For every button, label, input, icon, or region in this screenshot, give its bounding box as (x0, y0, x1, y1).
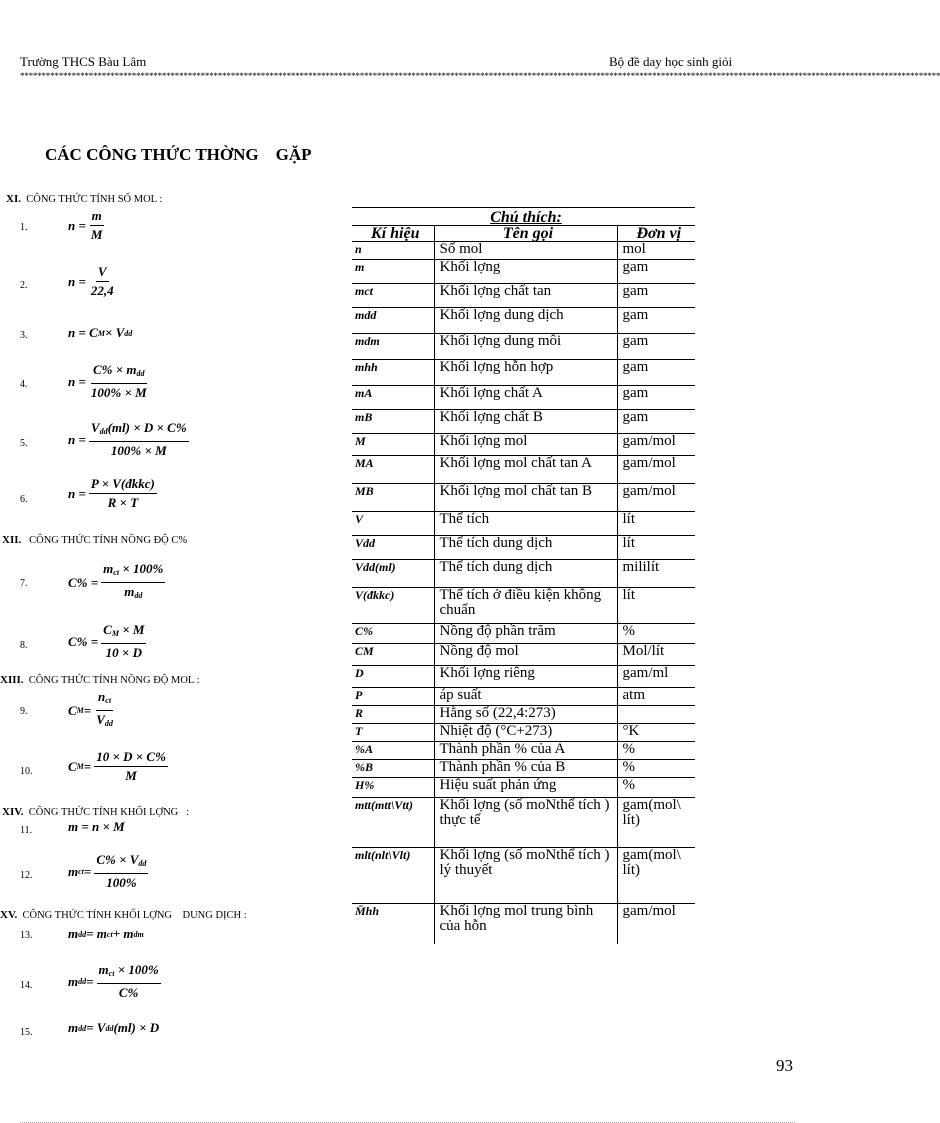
legend-row (352, 308, 695, 334)
legend-header-unit: Đơn vị (617, 226, 695, 242)
legend-symbol: T (352, 724, 434, 742)
legend-header-name: Tên gọi (434, 226, 617, 242)
section-heading: XI. CÔNG THỨC TÍNH SỐ MOL : (6, 193, 163, 205)
legend-name: Khối lợng (số moNthể tích ) lý thuyết (434, 848, 617, 904)
legend-symbol: C% (352, 624, 434, 644)
legend-row (352, 484, 695, 512)
legend-name: Khối lợng mol chất tan B (434, 484, 617, 512)
legend-symbol: m (352, 260, 434, 284)
formula-1: n = $\frac{m}{M}$ (68, 208, 103, 242)
legend-symbol: n (352, 242, 434, 260)
legend-row (352, 334, 695, 360)
legend-symbol: M̄hh (352, 904, 434, 944)
page-title: CÁC CÔNG THỨC THỜNG GẶP (45, 145, 312, 164)
section-heading: XIV. CÔNG THỨC TÍNH KHỐI LỢNG : (2, 806, 190, 818)
formula-number: 8. (20, 640, 28, 651)
legend-unit: gam (617, 360, 695, 386)
legend-unit: gam/mol (617, 484, 695, 512)
legend-name: Thể tích dung dịch (434, 560, 617, 588)
legend-unit: atm (617, 688, 695, 706)
legend-unit: % (617, 778, 695, 798)
formula-number: 1. (20, 222, 28, 233)
legend-row (352, 260, 695, 284)
legend-row (352, 742, 695, 760)
legend-name: Khối lợng chất B (434, 410, 617, 434)
formula-number: 12. (20, 870, 33, 881)
formula-number: 5. (20, 438, 28, 449)
formula-number: 13. (20, 930, 33, 941)
legend-symbol: M (352, 434, 434, 456)
formula-8: C% = $\frac{C_M \times M}{10 \times D}$ (68, 622, 145, 660)
legend-name: Nồng độ phần trăm (434, 624, 617, 644)
legend-unit: gam (617, 386, 695, 410)
legend-row (352, 512, 695, 536)
formula-number: 9. (20, 706, 28, 717)
legend-symbol: mlt(nlt\Vlt) (352, 848, 434, 904)
legend-name: Hiệu suất phản ứng (434, 778, 617, 798)
legend-unit: % (617, 760, 695, 778)
legend-name: Khối lợng (434, 260, 617, 284)
legend-unit: gam/mol (617, 904, 695, 944)
legend-name: Khối lợng hỗn hợp (434, 360, 617, 386)
formula-10: C M = $\frac{10 \times D \times C\%}{M}$ (68, 749, 166, 783)
legend-unit: mol (617, 242, 695, 260)
legend-unit: mililít (617, 560, 695, 588)
legend-unit: % (617, 624, 695, 644)
legend-symbol: mdd (352, 308, 434, 334)
legend-row (352, 760, 695, 778)
legend-name: Thành phần % của B (434, 760, 617, 778)
legend-row (352, 560, 695, 588)
legend-name: Nhiệt độ (°C+273) (434, 724, 617, 742)
legend-unit: lít (617, 536, 695, 560)
section-heading: XV. CÔNG THỨC TÍNH KHỐI LỢNG DUNG DỊCH : (0, 909, 247, 921)
legend-symbol: mct (352, 284, 434, 308)
legend-row (352, 644, 695, 666)
legend-row (352, 386, 695, 410)
legend-symbol: P (352, 688, 434, 706)
legend-symbol: V(đkkc) (352, 588, 434, 624)
legend-row (352, 284, 695, 308)
legend-row (352, 688, 695, 706)
legend-symbol: R (352, 706, 434, 724)
legend-unit: gam (617, 308, 695, 334)
page-number: 93 (776, 1056, 793, 1075)
legend-unit: gam (617, 284, 695, 308)
header-title: Bộ đề day học sinh giỏi (609, 54, 733, 69)
formula-number: 15. (20, 1027, 33, 1038)
legend-name: Số mol (434, 242, 617, 260)
legend-header-symbol: Kí hiệu (352, 226, 434, 242)
legend-row (352, 624, 695, 644)
legend-name: Khối lợng dung môi (434, 334, 617, 360)
legend-name: Khối lợng chất A (434, 386, 617, 410)
legend-row (352, 434, 695, 456)
formula-number: 3. (20, 330, 28, 341)
formula-14: m dd = $\frac{m_{ct} \times 100\%}{C\%}$ (68, 962, 159, 1000)
legend-unit: lít (617, 588, 695, 624)
legend-unit: gam/mol (617, 456, 695, 484)
header-star-rule: ********************************************************************************************************************************************************************************************************************** (20, 71, 940, 81)
legend-row (352, 778, 695, 798)
formula-number: 11. (20, 825, 33, 836)
legend-symbol: MB (352, 484, 434, 512)
legend-unit: lít (617, 512, 695, 536)
formula-6: n = $\frac{\text{P × V(đkkc)}}{R \times T}$ (68, 476, 155, 510)
legend-symbol: mB (352, 410, 434, 434)
legend-symbol: V (352, 512, 434, 536)
legend-name: Khối lợng (số moNthể tích ) thực tế (434, 798, 617, 848)
legend-row (352, 706, 695, 724)
legend-symbol: Vdd (352, 536, 434, 560)
legend-row (352, 242, 695, 260)
legend-unit: gam (617, 410, 695, 434)
legend-name: Hằng số (22,4:273) (434, 706, 617, 724)
legend-name: Thành phần % của A (434, 742, 617, 760)
legend-symbol: MA (352, 456, 434, 484)
legend-name: Thể tích dung dịch (434, 536, 617, 560)
legend-caption: Chú thích: (352, 208, 695, 226)
legend-row (352, 666, 695, 688)
legend-row (352, 588, 695, 624)
legend-symbol: mdm (352, 334, 434, 360)
legend-symbol: mhh (352, 360, 434, 386)
legend-unit: gam/ml (617, 666, 695, 688)
legend-name: Khối lợng mol (434, 434, 617, 456)
legend-unit: Mol/lít (617, 644, 695, 666)
formula-number: 6. (20, 494, 28, 505)
legend-row (352, 456, 695, 484)
legend-unit: gam(mol\ lít) (617, 848, 695, 904)
formula-4: n = $\frac{C\% \times m_{dd}}{100\% \times M}$ (68, 362, 147, 400)
legend-symbol: %A (352, 742, 434, 760)
formula-number: 7. (20, 578, 28, 589)
legend-row (352, 410, 695, 434)
section-heading: XII. CÔNG THỨC TÍNH NỒNG ĐỘ C% (2, 534, 188, 546)
legend-row (352, 724, 695, 742)
legend-name: Nồng độ mol (434, 644, 617, 666)
formula-number: 10. (20, 766, 33, 777)
legend-unit: °K (617, 724, 695, 742)
legend-name: Khối lợng dung dịch (434, 308, 617, 334)
formula-number: 4. (20, 379, 28, 390)
legend-row (352, 848, 695, 904)
legend-symbol: Vdd(ml) (352, 560, 434, 588)
legend-row (352, 904, 695, 944)
legend-symbol: mtt(mtt\Vtt) (352, 798, 434, 848)
formula-15: m dd = V dd (ml) × D (68, 1020, 160, 1035)
legend-unit: gam (617, 260, 695, 284)
formula-12: m ct = $\frac{C\% \times V_{dd}}{100\%}$ (68, 852, 147, 890)
legend-unit: gam/mol (617, 434, 695, 456)
legend-name: Thể tích (434, 512, 617, 536)
formula-9: C M = $\frac{n_{ct}}{V_{dd}}$ (68, 689, 113, 728)
formula-2: n = $\frac{V}{22,4}$ (68, 264, 114, 298)
formula-5: n = $\frac{V_{dd}(ml) \times D \times C\%}{100\% \times M}$ (68, 420, 187, 458)
formula-13: m dd = m ct + m dm (68, 926, 144, 941)
legend-name: áp suất (434, 688, 617, 706)
legend-unit: gam (617, 334, 695, 360)
legend-name: Thể tích ở điều kiện không chuẩn (434, 588, 617, 624)
legend-unit: % (617, 742, 695, 760)
legend-symbol: %B (352, 760, 434, 778)
header-school: Trường THCS Bàu Lâm (20, 54, 147, 69)
legend-unit (617, 706, 695, 724)
legend-row (352, 360, 695, 386)
formula-11: m = n × M (68, 819, 125, 834)
legend-row (352, 536, 695, 560)
section-heading: XIII. CÔNG THỨC TÍNH NỒNG ĐỘ MOL : (0, 674, 200, 686)
legend-symbol: mA (352, 386, 434, 410)
formula-number: 14. (20, 980, 33, 991)
legend-row (352, 798, 695, 848)
legend-name: Khối lợng riêng (434, 666, 617, 688)
legend-symbol: CM (352, 644, 434, 666)
legend-unit: gam(mol\ lít) (617, 798, 695, 848)
legend-name: Khối lợng chất tan (434, 284, 617, 308)
legend-table (352, 207, 695, 944)
formula-7: C% = $\frac{m_{ct} \times 100\%}{m_{dd}}$ (68, 561, 164, 600)
legend-symbol: H% (352, 778, 434, 798)
formula-number: 2. (20, 280, 28, 291)
legend-name: Khối lợng mol chất tan A (434, 456, 617, 484)
legend-name: Khối lợng mol trung bình của hỗn (434, 904, 617, 944)
formula-3: n = C M × V dd (68, 325, 133, 340)
legend-symbol: D (352, 666, 434, 688)
